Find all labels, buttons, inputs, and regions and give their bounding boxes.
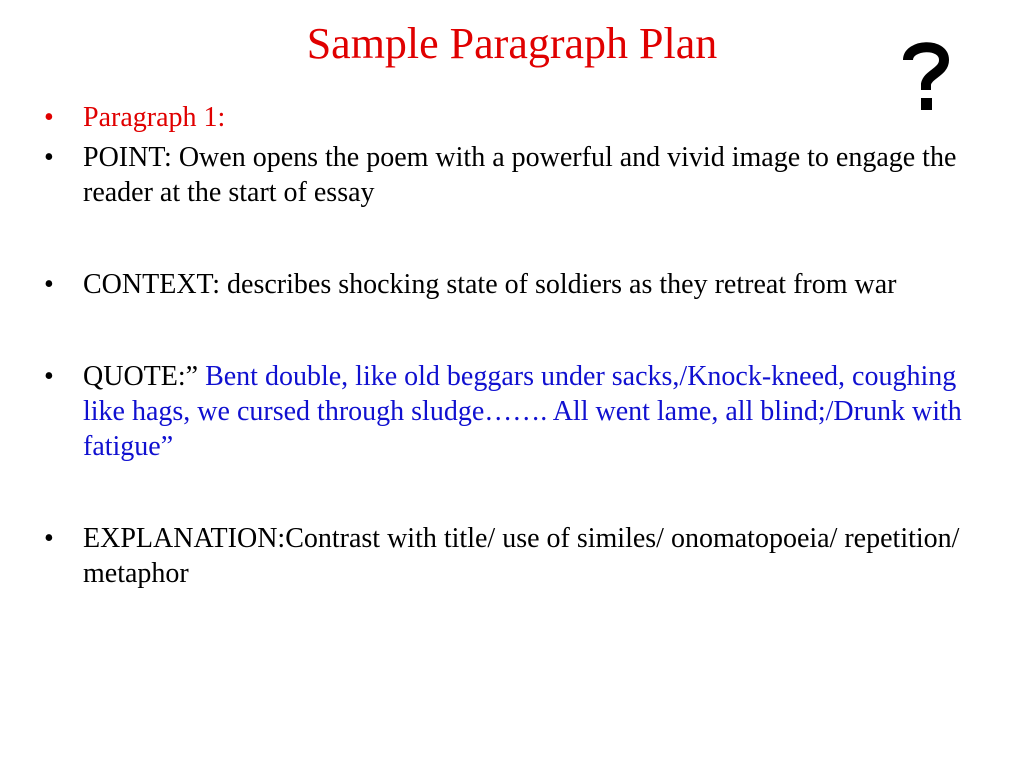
explanation-text: EXPLANATION:Contrast with title/ use of similes/ onomatopoeia/ repetition/ metaphor xyxy=(83,523,960,589)
point-text: POINT: Owen opens the poem with a powerful and vivid image to engage the reader at the start of essay xyxy=(83,142,957,208)
quote-text: Bent double, like old beggars under sacks,/Knock-kneed, coughing like hags, we cursed through sludge……. All went lame, all blind;/Drunk with fatigue” xyxy=(83,361,962,462)
list-item xyxy=(44,100,974,135)
bullet-marker: • xyxy=(44,102,54,133)
slide-title: Sample Paragraph Plan xyxy=(306,19,718,68)
list-item xyxy=(44,140,974,210)
bullet-marker: • xyxy=(44,142,54,173)
context-text: CONTEXT: describes shocking state of soldiers as they retreat from war xyxy=(83,269,897,300)
bullet-list xyxy=(44,100,974,591)
bullet-marker: • xyxy=(44,523,54,554)
bullet-marker: • xyxy=(44,269,54,300)
list-item xyxy=(44,267,974,302)
quote-label: QUOTE:” xyxy=(83,361,199,392)
list-item xyxy=(44,359,974,464)
bullet-marker: • xyxy=(44,361,54,392)
paragraph-heading: Paragraph 1: xyxy=(83,102,226,133)
list-item xyxy=(44,521,974,591)
